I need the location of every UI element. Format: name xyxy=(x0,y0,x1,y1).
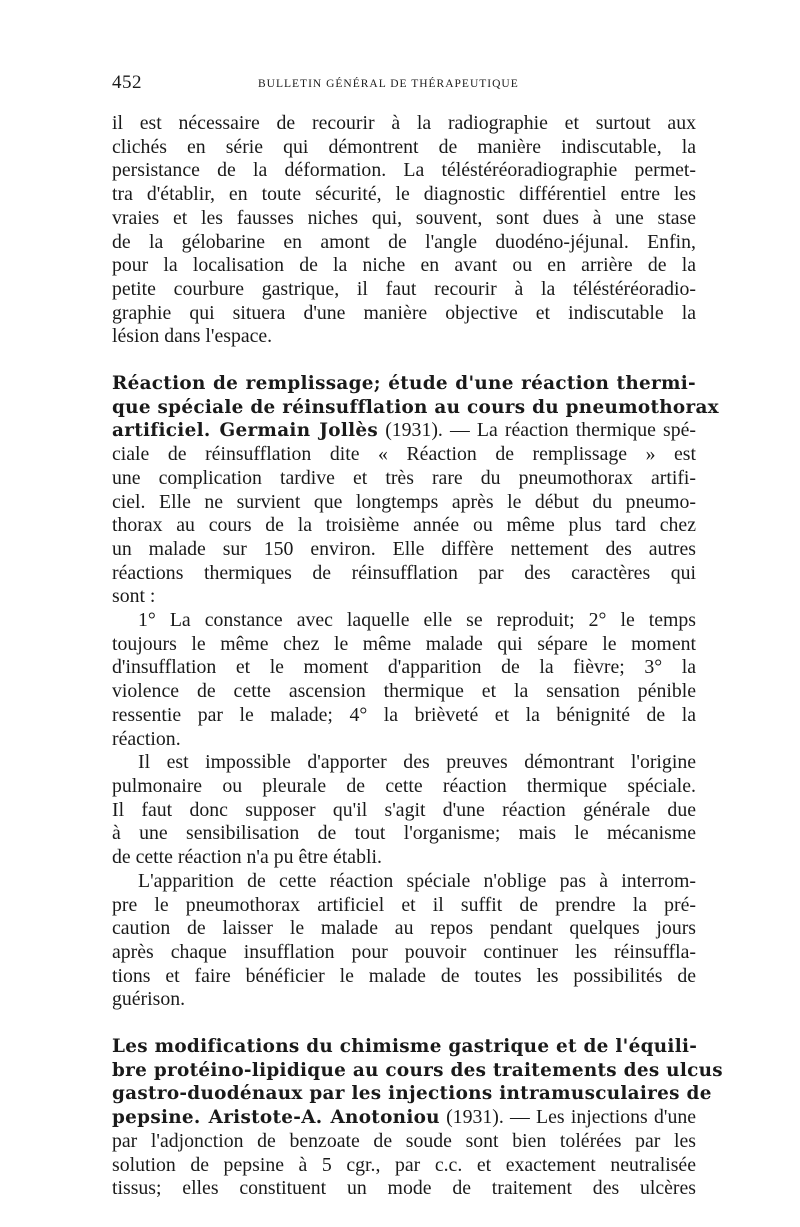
journal-title: BULLETIN GÉNÉRAL DE THÉRAPEUTIQUE xyxy=(258,78,519,90)
text-line: solution de pepsine à 5 cgr., par c.c. et exactement neutralisée xyxy=(112,1153,696,1176)
article-date-intro: (1931). — Les injections d'une xyxy=(439,1106,697,1129)
text-line: sont : xyxy=(112,585,156,608)
article-title-line: Réaction de remplissage; étude d'une réaction thermi- xyxy=(112,373,696,395)
text-line: 1° La constance avec laquelle elle se reproduit; 2° le temps xyxy=(138,609,696,632)
list-paragraph xyxy=(112,609,696,751)
text-line: lésion dans l'espace. xyxy=(112,325,273,348)
paragraph-4 xyxy=(112,870,696,1012)
article-title-line xyxy=(112,419,696,443)
text-line: réaction. xyxy=(112,727,181,750)
text-line: toujours le même chez le même malade qui sépare le moment xyxy=(112,632,696,655)
text-line: L'apparition de cette réaction spéciale n'oblige pas à interrom- xyxy=(138,869,696,892)
text-line: tissus; elles constituent un mode de traitement des ulcères xyxy=(112,1177,696,1200)
text-line: d'insufflation et le moment d'apparition de la fièvre; 3° la xyxy=(112,656,696,679)
text-line: vraies et les fausses niches qui, souvent, sont dues à une stase xyxy=(112,206,696,229)
text-line: il est nécessaire de recourir à la radiographie et surtout aux xyxy=(112,112,696,134)
text-line: guérison. xyxy=(112,988,186,1011)
text-line: une complication tardive et très rare du pneumothorax artifi- xyxy=(112,466,696,489)
text-line: Il faut donc supposer qu'il s'agit d'une réaction générale due xyxy=(112,798,696,821)
page xyxy=(112,72,723,1201)
article-author: artificiel. Germain Jollès xyxy=(112,420,379,442)
text-line: réactions thermiques de réinsufflation par des caractères qui xyxy=(112,561,696,584)
text-line: clichés en série qui démontrent de manière indiscutable, la xyxy=(112,135,696,158)
text-line: tra d'établir, en toute sécurité, le diagnostic différentiel entre les xyxy=(112,183,696,206)
text-line: caution de laisser le malade au repos pendant quelques jours xyxy=(112,917,696,940)
paragraph-1 xyxy=(112,112,696,349)
text-line: de la gélobarine en amont de l'angle duodéno-jéjunal. Enfin, xyxy=(112,230,696,253)
text-line: petite courbure gastrique, il faut recourir à la téléstéréoradio- xyxy=(112,277,696,300)
article-title-line: bre protéino-lipidique au cours des traitements des ulcus xyxy=(112,1059,723,1081)
text-line: tions et faire bénéficier le malade de toutes les possibilités de xyxy=(112,964,696,987)
text-line: Il est impossible d'apporter des preuves démontrant l'origine xyxy=(138,751,696,774)
text-line: ciel. Elle ne survient que longtemps après le début du pneumo- xyxy=(112,490,696,513)
paragraph-3 xyxy=(112,751,696,870)
text-line: ressentie par le malade; 4° la brièveté et la bénignité de la xyxy=(112,703,696,726)
text-line: par l'adjonction de benzoate de soude sont bien tolérées par les xyxy=(112,1129,696,1152)
text-line: thorax au cours de la troisième année ou même plus tard chez xyxy=(112,514,696,537)
article-author: pepsine. Aristote-A. Anotoniou xyxy=(112,1107,440,1129)
text-line: un malade sur 150 environ. Elle diffère nettement des autres xyxy=(112,537,696,560)
article-2 xyxy=(112,372,719,609)
page-number: 452 xyxy=(112,72,142,93)
text-line: violence de cette ascension thermique et la sensation pénible xyxy=(112,680,696,703)
text-line: à une sensibilisation de tout l'organisme; mais le mécanisme xyxy=(112,822,696,845)
text-line: persistance de la déformation. La téléstéréoradiographie permet- xyxy=(112,159,696,182)
article-date-intro: (1931). — La réaction thermique spé- xyxy=(378,419,697,442)
article-title-line: gastro-duodénaux par les injections intramusculaires de xyxy=(112,1083,712,1105)
text-line: pulmonaire ou pleurale de cette réaction thermique spéciale. xyxy=(112,774,696,797)
text-line: pour la localisation de la niche en avant ou en arrière de la xyxy=(112,254,696,277)
article-title-line: Les modifications du chimisme gastrique et de l'équili- xyxy=(112,1036,698,1058)
article-title-line: que spéciale de réinsufflation au cours du pneumothorax xyxy=(112,396,719,418)
running-head xyxy=(112,72,696,102)
text-line: pre le pneumothorax artificiel et il suffit de prendre la pré- xyxy=(112,893,696,916)
text-line: de cette réaction n'a pu être établi. xyxy=(112,846,382,869)
text-line: graphie qui situera d'une manière objective et indiscutable la xyxy=(112,301,696,324)
article-title-line xyxy=(112,1106,696,1130)
text-line: après chaque insufflation pour pouvoir continuer les réinsuffla- xyxy=(112,940,696,963)
text-line: ciale de réinsufflation dite « Réaction de remplissage » est xyxy=(112,443,696,466)
article-3 xyxy=(112,1035,723,1201)
